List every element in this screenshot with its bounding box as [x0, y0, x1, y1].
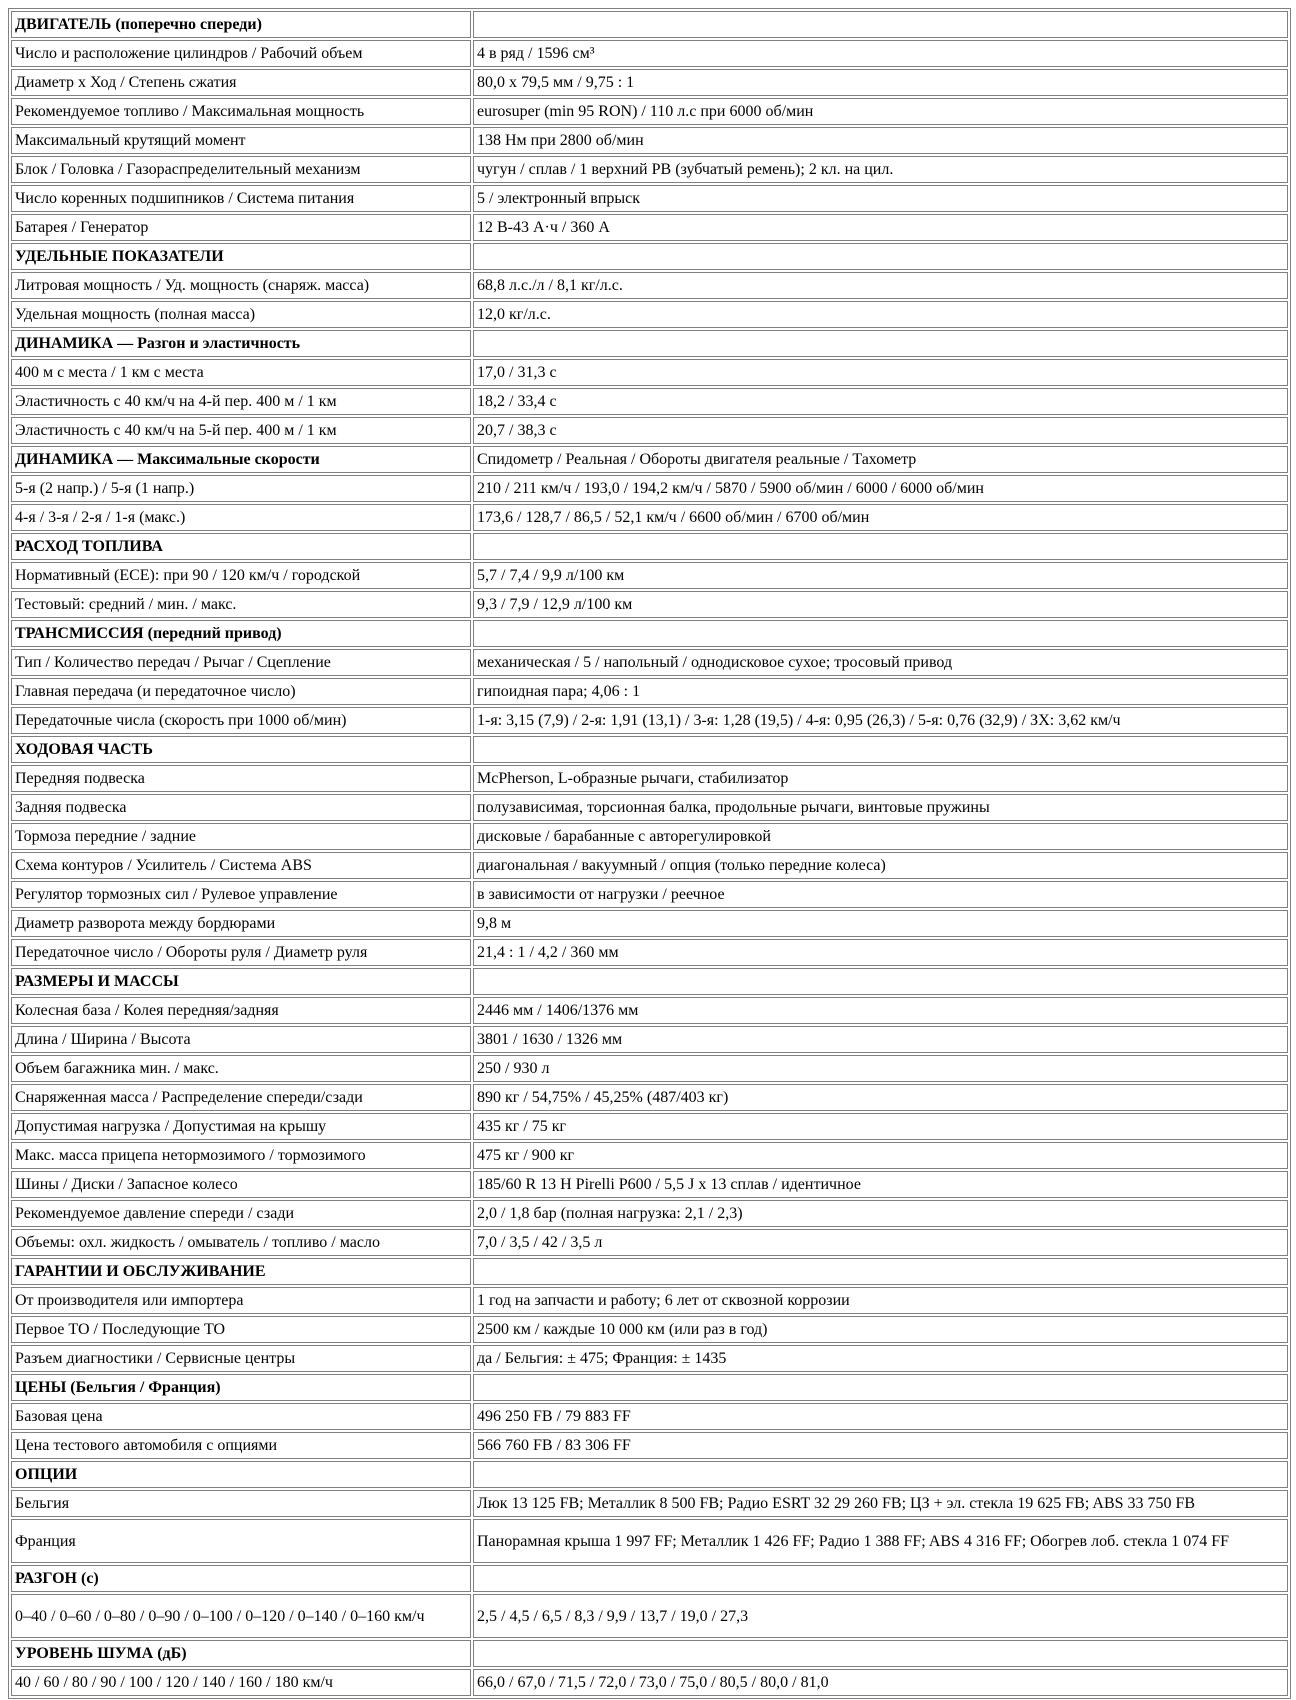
table-row — [11, 127, 1288, 154]
spec-value: 21,4 : 1 / 4,2 / 360 мм — [473, 939, 1288, 966]
spec-label: Допустимая нагрузка / Допустимая на крышу — [11, 1113, 471, 1140]
section-value — [473, 11, 1288, 38]
spec-label: Длина / Ширина / Высота — [11, 1026, 471, 1053]
spec-label: Передаточные числа (скорость при 1000 об/мин) — [11, 707, 471, 734]
spec-value: 2,0 / 1,8 бар (полная нагрузка: 2,1 / 2,3) — [473, 1200, 1288, 1227]
spec-label: Эластичность с 40 км/ч на 4-й пер. 400 м / 1 км — [11, 388, 471, 415]
spec-label: Передняя подвеска — [11, 765, 471, 792]
table-row — [11, 359, 1288, 386]
section-value — [473, 968, 1288, 995]
spec-value: 7,0 / 3,5 / 42 / 3,5 л — [473, 1229, 1288, 1256]
table-row — [11, 272, 1288, 299]
table-row — [11, 388, 1288, 415]
section-title: РАЗМЕРЫ И МАССЫ — [11, 968, 471, 995]
table-row — [11, 852, 1288, 879]
table-row — [11, 1432, 1288, 1459]
table-row — [11, 504, 1288, 531]
table-row — [11, 1316, 1288, 1343]
spec-value: 250 / 930 л — [473, 1055, 1288, 1082]
spec-value: 9,3 / 7,9 / 12,9 л/100 км — [473, 591, 1288, 618]
table-row — [11, 98, 1288, 125]
spec-value: 566 760 FB / 83 306 FF — [473, 1432, 1288, 1459]
spec-value: полузависимая, торсионная балка, продольные рычаги, винтовые пружины — [473, 794, 1288, 821]
spec-label: Колесная база / Колея передняя/задняя — [11, 997, 471, 1024]
spec-value: диагональная / вакуумный / опция (только передние колеса) — [473, 852, 1288, 879]
spec-label: Тормоза передние / задние — [11, 823, 471, 850]
spec-label: Первое ТО / Последующие ТО — [11, 1316, 471, 1343]
table-row — [11, 475, 1288, 502]
spec-label: Бельгия — [11, 1490, 471, 1517]
spec-value: в зависимости от нагрузки / реечное — [473, 881, 1288, 908]
spec-value: 17,0 / 31,3 с — [473, 359, 1288, 386]
table-row — [11, 649, 1288, 676]
spec-value: eurosuper (min 95 RON) / 110 л.с при 6000 об/мин — [473, 98, 1288, 125]
spec-label: Блок / Головка / Газораспределительный механизм — [11, 156, 471, 183]
spec-value: механическая / 5 / напольный / однодисковое сухое; тросовый привод — [473, 649, 1288, 676]
table-row — [11, 1142, 1288, 1169]
table-row — [11, 881, 1288, 908]
spec-label: Снаряженная масса / Распределение спереди/сзади — [11, 1084, 471, 1111]
table-row — [11, 910, 1288, 937]
spec-value: 475 кг / 900 кг — [473, 1142, 1288, 1169]
spec-value: 12,0 кг/л.с. — [473, 301, 1288, 328]
section-value — [473, 1640, 1288, 1667]
spec-value: 5,7 / 7,4 / 9,9 л/100 км — [473, 562, 1288, 589]
section-header-row — [11, 446, 1288, 473]
section-title: ДВИГАТЕЛЬ (поперечно спереди) — [11, 11, 471, 38]
section-title: УДЕЛЬНЫЕ ПОКАЗАТЕЛИ — [11, 243, 471, 270]
table-row — [11, 939, 1288, 966]
section-header-row — [11, 1640, 1288, 1667]
table-row — [11, 1084, 1288, 1111]
table-row — [11, 40, 1288, 67]
spec-value: 12 В-43 А·ч / 360 А — [473, 214, 1288, 241]
spec-value: Люк 13 125 FB; Металлик 8 500 FB; Радио ESRT 32 29 260 FB; ЦЗ + эл. стекла 19 625 FB; ABS 33 750 FB — [473, 1490, 1288, 1517]
spec-label: Удельная мощность (полная масса) — [11, 301, 471, 328]
spec-label: Шины / Диски / Запасное колесо — [11, 1171, 471, 1198]
spec-value: 496 250 FB / 79 883 FF — [473, 1403, 1288, 1430]
section-header-row — [11, 1565, 1288, 1592]
spec-value: 4 в ряд / 1596 см³ — [473, 40, 1288, 67]
spec-label: 40 / 60 / 80 / 90 / 100 / 120 / 140 / 160 / 180 км/ч — [11, 1669, 471, 1696]
section-header-row — [11, 968, 1288, 995]
section-header-row — [11, 533, 1288, 560]
spec-label: Число и расположение цилиндров / Рабочий объем — [11, 40, 471, 67]
table-row — [11, 185, 1288, 212]
spec-value: 2,5 / 4,5 / 6,5 / 8,3 / 9,9 / 13,7 / 19,0 / 27,3 — [473, 1594, 1288, 1638]
section-title: ДИНАМИКА — Максимальные скорости — [11, 446, 471, 473]
table-row — [11, 1287, 1288, 1314]
section-value: Спидометр / Реальная / Обороты двигателя реальные / Тахометр — [473, 446, 1288, 473]
section-value — [473, 1565, 1288, 1592]
spec-value: Панорамная крыша 1 997 FF; Металлик 1 426 FF; Радио 1 388 FF; ABS 4 316 FF; Обогрев лоб. стекла 1 074 FF — [473, 1519, 1288, 1563]
section-value — [473, 330, 1288, 357]
section-value — [473, 620, 1288, 647]
spec-label: Максимальный крутящий момент — [11, 127, 471, 154]
table-row — [11, 591, 1288, 618]
table-row — [11, 1519, 1288, 1563]
section-title: ТРАНСМИССИЯ (передний привод) — [11, 620, 471, 647]
table-row — [11, 301, 1288, 328]
spec-value: 3801 / 1630 / 1326 мм — [473, 1026, 1288, 1053]
spec-label: 4-я / 3-я / 2-я / 1-я (макс.) — [11, 504, 471, 531]
table-row — [11, 1113, 1288, 1140]
table-row — [11, 417, 1288, 444]
table-row — [11, 997, 1288, 1024]
section-title: ОПЦИИ — [11, 1461, 471, 1488]
spec-value: 1-я: 3,15 (7,9) / 2-я: 1,91 (13,1) / 3-я: 1,28 (19,5) / 4-я: 0,95 (26,3) / 5-я: 0,76 (32,9) / ЗХ: 3,62 км/ч — [473, 707, 1288, 734]
spec-label: Цена тестового автомобиля с опциями — [11, 1432, 471, 1459]
spec-label: Тип / Количество передач / Рычаг / Сцепление — [11, 649, 471, 676]
section-header-row — [11, 1374, 1288, 1401]
table-row — [11, 1055, 1288, 1082]
spec-label: Эластичность с 40 км/ч на 5-й пер. 400 м / 1 км — [11, 417, 471, 444]
table-row — [11, 1345, 1288, 1372]
spec-label: 400 м с места / 1 км с места — [11, 359, 471, 386]
spec-value: 80,0 х 79,5 мм / 9,75 : 1 — [473, 69, 1288, 96]
spec-value: 66,0 / 67,0 / 71,5 / 72,0 / 73,0 / 75,0 / 80,5 / 80,0 / 81,0 — [473, 1669, 1288, 1696]
table-row — [11, 678, 1288, 705]
section-title: ГАРАНТИИ И ОБСЛУЖИВАНИЕ — [11, 1258, 471, 1285]
section-title: РАЗГОН (с) — [11, 1565, 471, 1592]
table-row — [11, 1229, 1288, 1256]
spec-value: 2446 мм / 1406/1376 мм — [473, 997, 1288, 1024]
spec-table — [8, 8, 1291, 1699]
table-row — [11, 562, 1288, 589]
spec-value: 1 год на запчасти и работу; 6 лет от сквозной коррозии — [473, 1287, 1288, 1314]
section-header-row — [11, 1461, 1288, 1488]
spec-value: дисковые / барабанные с авторегулировкой — [473, 823, 1288, 850]
spec-label: Диаметр разворота между бордюрами — [11, 910, 471, 937]
spec-label: 5-я (2 напр.) / 5-я (1 напр.) — [11, 475, 471, 502]
spec-value: 138 Нм при 2800 об/мин — [473, 127, 1288, 154]
spec-label: Нормативный (ECE): при 90 / 120 км/ч / городской — [11, 562, 471, 589]
section-header-row — [11, 620, 1288, 647]
section-value — [473, 736, 1288, 763]
table-row — [11, 794, 1288, 821]
spec-label: 0–40 / 0–60 / 0–80 / 0–90 / 0–100 / 0–120 / 0–140 / 0–160 км/ч — [11, 1594, 471, 1638]
spec-value: McPherson, L-образные рычаги, стабилизатор — [473, 765, 1288, 792]
spec-label: Передаточное число / Обороты руля / Диаметр руля — [11, 939, 471, 966]
table-row — [11, 156, 1288, 183]
spec-value: 18,2 / 33,4 с — [473, 388, 1288, 415]
spec-label: Число коренных подшипников / Система питания — [11, 185, 471, 212]
spec-label: Схема контуров / Усилитель / Система ABS — [11, 852, 471, 879]
section-header-row — [11, 243, 1288, 270]
table-row — [11, 1594, 1288, 1638]
table-row — [11, 1026, 1288, 1053]
table-row — [11, 1403, 1288, 1430]
spec-label: Батарея / Генератор — [11, 214, 471, 241]
section-header-row — [11, 330, 1288, 357]
spec-label: От производителя или импортера — [11, 1287, 471, 1314]
section-header-row — [11, 1258, 1288, 1285]
spec-value: 185/60 R 13 H Pirelli P600 / 5,5 J x 13 сплав / идентичное — [473, 1171, 1288, 1198]
spec-value: 5 / электронный впрыск — [473, 185, 1288, 212]
spec-label: Объем багажника мин. / макс. — [11, 1055, 471, 1082]
spec-label: Разъем диагностики / Сервисные центры — [11, 1345, 471, 1372]
spec-label: Тестовый: средний / мин. / макс. — [11, 591, 471, 618]
table-row — [11, 1490, 1288, 1517]
spec-value: 2500 км / каждые 10 000 км (или раз в год) — [473, 1316, 1288, 1343]
spec-value: 20,7 / 38,3 с — [473, 417, 1288, 444]
section-title: ДИНАМИКА — Разгон и эластичность — [11, 330, 471, 357]
section-value — [473, 243, 1288, 270]
spec-label: Франция — [11, 1519, 471, 1563]
spec-label: Диаметр х Ход / Степень сжатия — [11, 69, 471, 96]
table-row — [11, 765, 1288, 792]
table-row — [11, 1200, 1288, 1227]
spec-table-body — [11, 11, 1288, 1696]
table-row — [11, 707, 1288, 734]
section-value — [473, 533, 1288, 560]
spec-value: 173,6 / 128,7 / 86,5 / 52,1 км/ч / 6600 об/мин / 6700 об/мин — [473, 504, 1288, 531]
table-row — [11, 69, 1288, 96]
spec-label: Объемы: охл. жидкость / омыватель / топливо / масло — [11, 1229, 471, 1256]
spec-value: гипоидная пара; 4,06 : 1 — [473, 678, 1288, 705]
section-title: УРОВЕНЬ ШУМА (дБ) — [11, 1640, 471, 1667]
spec-value: 9,8 м — [473, 910, 1288, 937]
table-row — [11, 823, 1288, 850]
table-row — [11, 1171, 1288, 1198]
table-row — [11, 214, 1288, 241]
spec-label: Макс. масса прицепа нетормозимого / тормозимого — [11, 1142, 471, 1169]
spec-value: 68,8 л.с./л / 8,1 кг/л.с. — [473, 272, 1288, 299]
section-value — [473, 1258, 1288, 1285]
spec-label: Базовая цена — [11, 1403, 471, 1430]
table-row — [11, 1669, 1288, 1696]
section-header-row — [11, 736, 1288, 763]
section-title: РАСХОД ТОПЛИВА — [11, 533, 471, 560]
section-title: ЦЕНЫ (Бельгия / Франция) — [11, 1374, 471, 1401]
spec-label: Задняя подвеска — [11, 794, 471, 821]
spec-value: да / Бельгия: ± 475; Франция: ± 1435 — [473, 1345, 1288, 1372]
spec-value: 890 кг / 54,75% / 45,25% (487/403 кг) — [473, 1084, 1288, 1111]
spec-label: Регулятор тормозных сил / Рулевое управление — [11, 881, 471, 908]
section-header-row — [11, 11, 1288, 38]
section-value — [473, 1374, 1288, 1401]
spec-value: чугун / сплав / 1 верхний РВ (зубчатый ремень); 2 кл. на цил. — [473, 156, 1288, 183]
spec-label: Рекомендуемое топливо / Максимальная мощность — [11, 98, 471, 125]
spec-value: 210 / 211 км/ч / 193,0 / 194,2 км/ч / 5870 / 5900 об/мин / 6000 / 6000 об/мин — [473, 475, 1288, 502]
section-title: ХОДОВАЯ ЧАСТЬ — [11, 736, 471, 763]
section-value — [473, 1461, 1288, 1488]
spec-value: 435 кг / 75 кг — [473, 1113, 1288, 1140]
spec-label: Главная передача (и передаточное число) — [11, 678, 471, 705]
spec-label: Рекомендуемое давление спереди / сзади — [11, 1200, 471, 1227]
spec-label: Литровая мощность / Уд. мощность (снаряж. масса) — [11, 272, 471, 299]
